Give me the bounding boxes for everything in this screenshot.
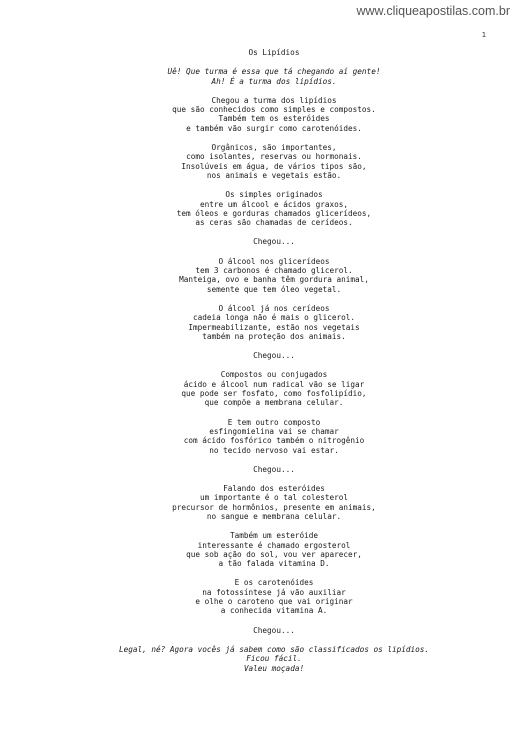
poem-line: Legal, né? Agora vocês já sabem como são classificados os lipídios. [118, 644, 430, 654]
poem-line: Chegou... [253, 625, 295, 635]
poem-line: Os simples originados [225, 190, 323, 200]
poem-line: O álcool nos glicerídeos [218, 256, 330, 266]
stanza [0, 370, 520, 407]
stanza [0, 257, 520, 294]
stanza [0, 531, 520, 568]
poem-line: Ah! É a turma dos lipídios. [211, 76, 337, 86]
poem-line: Insolúveis em água, de vários tipos são, [181, 161, 367, 171]
poem-line: e olhe o caroteno que vai originar [195, 597, 353, 607]
poem-line: E tem outro composto [227, 417, 321, 427]
poem-line: nos animais e vegetais estão. [206, 170, 342, 180]
poem-line: interessante é chamado ergosterol [197, 540, 351, 550]
poem-line: Uê! Que turma é essa que tá chegando aí gente! [167, 67, 381, 77]
poem-line: Valeu moçada! [243, 663, 305, 673]
stanza [0, 578, 520, 615]
stanza [0, 645, 520, 673]
poem-line: cadeia longa não é mais o glicerol. [193, 313, 355, 323]
poem-line: Chegou a turma dos lipídios [211, 95, 337, 105]
poem-line: tem 3 carbonos é chamado glicerol. [195, 266, 353, 276]
poem-line: com ácido fosfórico também o nitrogênio [183, 436, 365, 446]
poem-line: que são conhecidos como simples e compostos. [172, 105, 376, 115]
page-number: 1 [481, 31, 486, 39]
poem-line: Ficou fácil. [246, 654, 302, 664]
poem-line: e também vão surgir como carotenóides. [186, 123, 362, 133]
poem-line: que pode ser fosfato, como fosfolipídio, [181, 389, 367, 399]
stanza [0, 96, 520, 133]
poem-line: também na proteção dos animais. [202, 331, 346, 341]
poem-line: as ceras são chamadas de cerídeos. [195, 218, 353, 228]
poem-line: a conhecida vitamina A. [220, 606, 328, 616]
poem-line: Impermeabilizante, estão nos vegetais [188, 322, 360, 332]
poem-line: Orgânicos, são importantes, [211, 143, 337, 153]
poem-line: Também um esteróide [230, 531, 318, 541]
poem-line: no tecido nervoso vai estar. [209, 445, 339, 455]
poem-body [0, 48, 520, 683]
stanza [0, 465, 520, 474]
poem-line: no sangue e membrana celular. [206, 511, 342, 521]
poem-line: um importante é o tal colesterol [199, 493, 349, 503]
stanza [0, 67, 520, 86]
poem-line: a tão falada vitamina D. [218, 559, 330, 569]
stanza [0, 237, 520, 246]
poem-line: esfingomielina vai se chamar [209, 426, 339, 436]
poem-line: O álcool já nos cerídeos [218, 303, 330, 313]
poem-title: Os Lipídios [248, 48, 300, 57]
poem-line: tem óleos e gorduras chamados glicerídeos, [176, 208, 372, 218]
stanza [0, 418, 520, 455]
poem-line: Chegou... [253, 464, 295, 474]
poem-line: semente que tem óleo vegetal. [206, 284, 342, 294]
poem-line: ácido e álcool num radical vão se ligar [183, 379, 365, 389]
site-watermark: www.cliqueapostilas.com.br [356, 4, 510, 18]
poem-line: Também tem os esteróides [218, 114, 330, 124]
poem-line: entre um álcool e ácidos graxos, [199, 199, 349, 209]
poem-line: que sob ação do sol, vou ver aparecer, [186, 549, 362, 559]
stanza [0, 143, 520, 180]
stanza [0, 484, 520, 521]
stanza [0, 351, 520, 360]
poem-line: E os carotenóides [234, 578, 314, 588]
poem-line: Falando dos esteróides [223, 484, 325, 494]
poem-line: como isolantes, reservas ou hormonais. [186, 152, 362, 162]
poem-line: Compostos ou conjugados [220, 370, 328, 380]
poem-line: Manteiga, ovo e banha têm gordura animal, [179, 275, 369, 285]
poem-line: na fotossíntese já vão auxiliar [202, 587, 346, 597]
poem-line: que compõe a membrana celular. [204, 398, 344, 408]
stanza [0, 304, 520, 341]
stanza [0, 626, 520, 635]
poem-line: Chegou... [253, 237, 295, 247]
poem-line: Chegou... [253, 351, 295, 361]
stanza [0, 190, 520, 227]
poem-line: precursor de hormônios, presente em animais, [172, 502, 376, 512]
